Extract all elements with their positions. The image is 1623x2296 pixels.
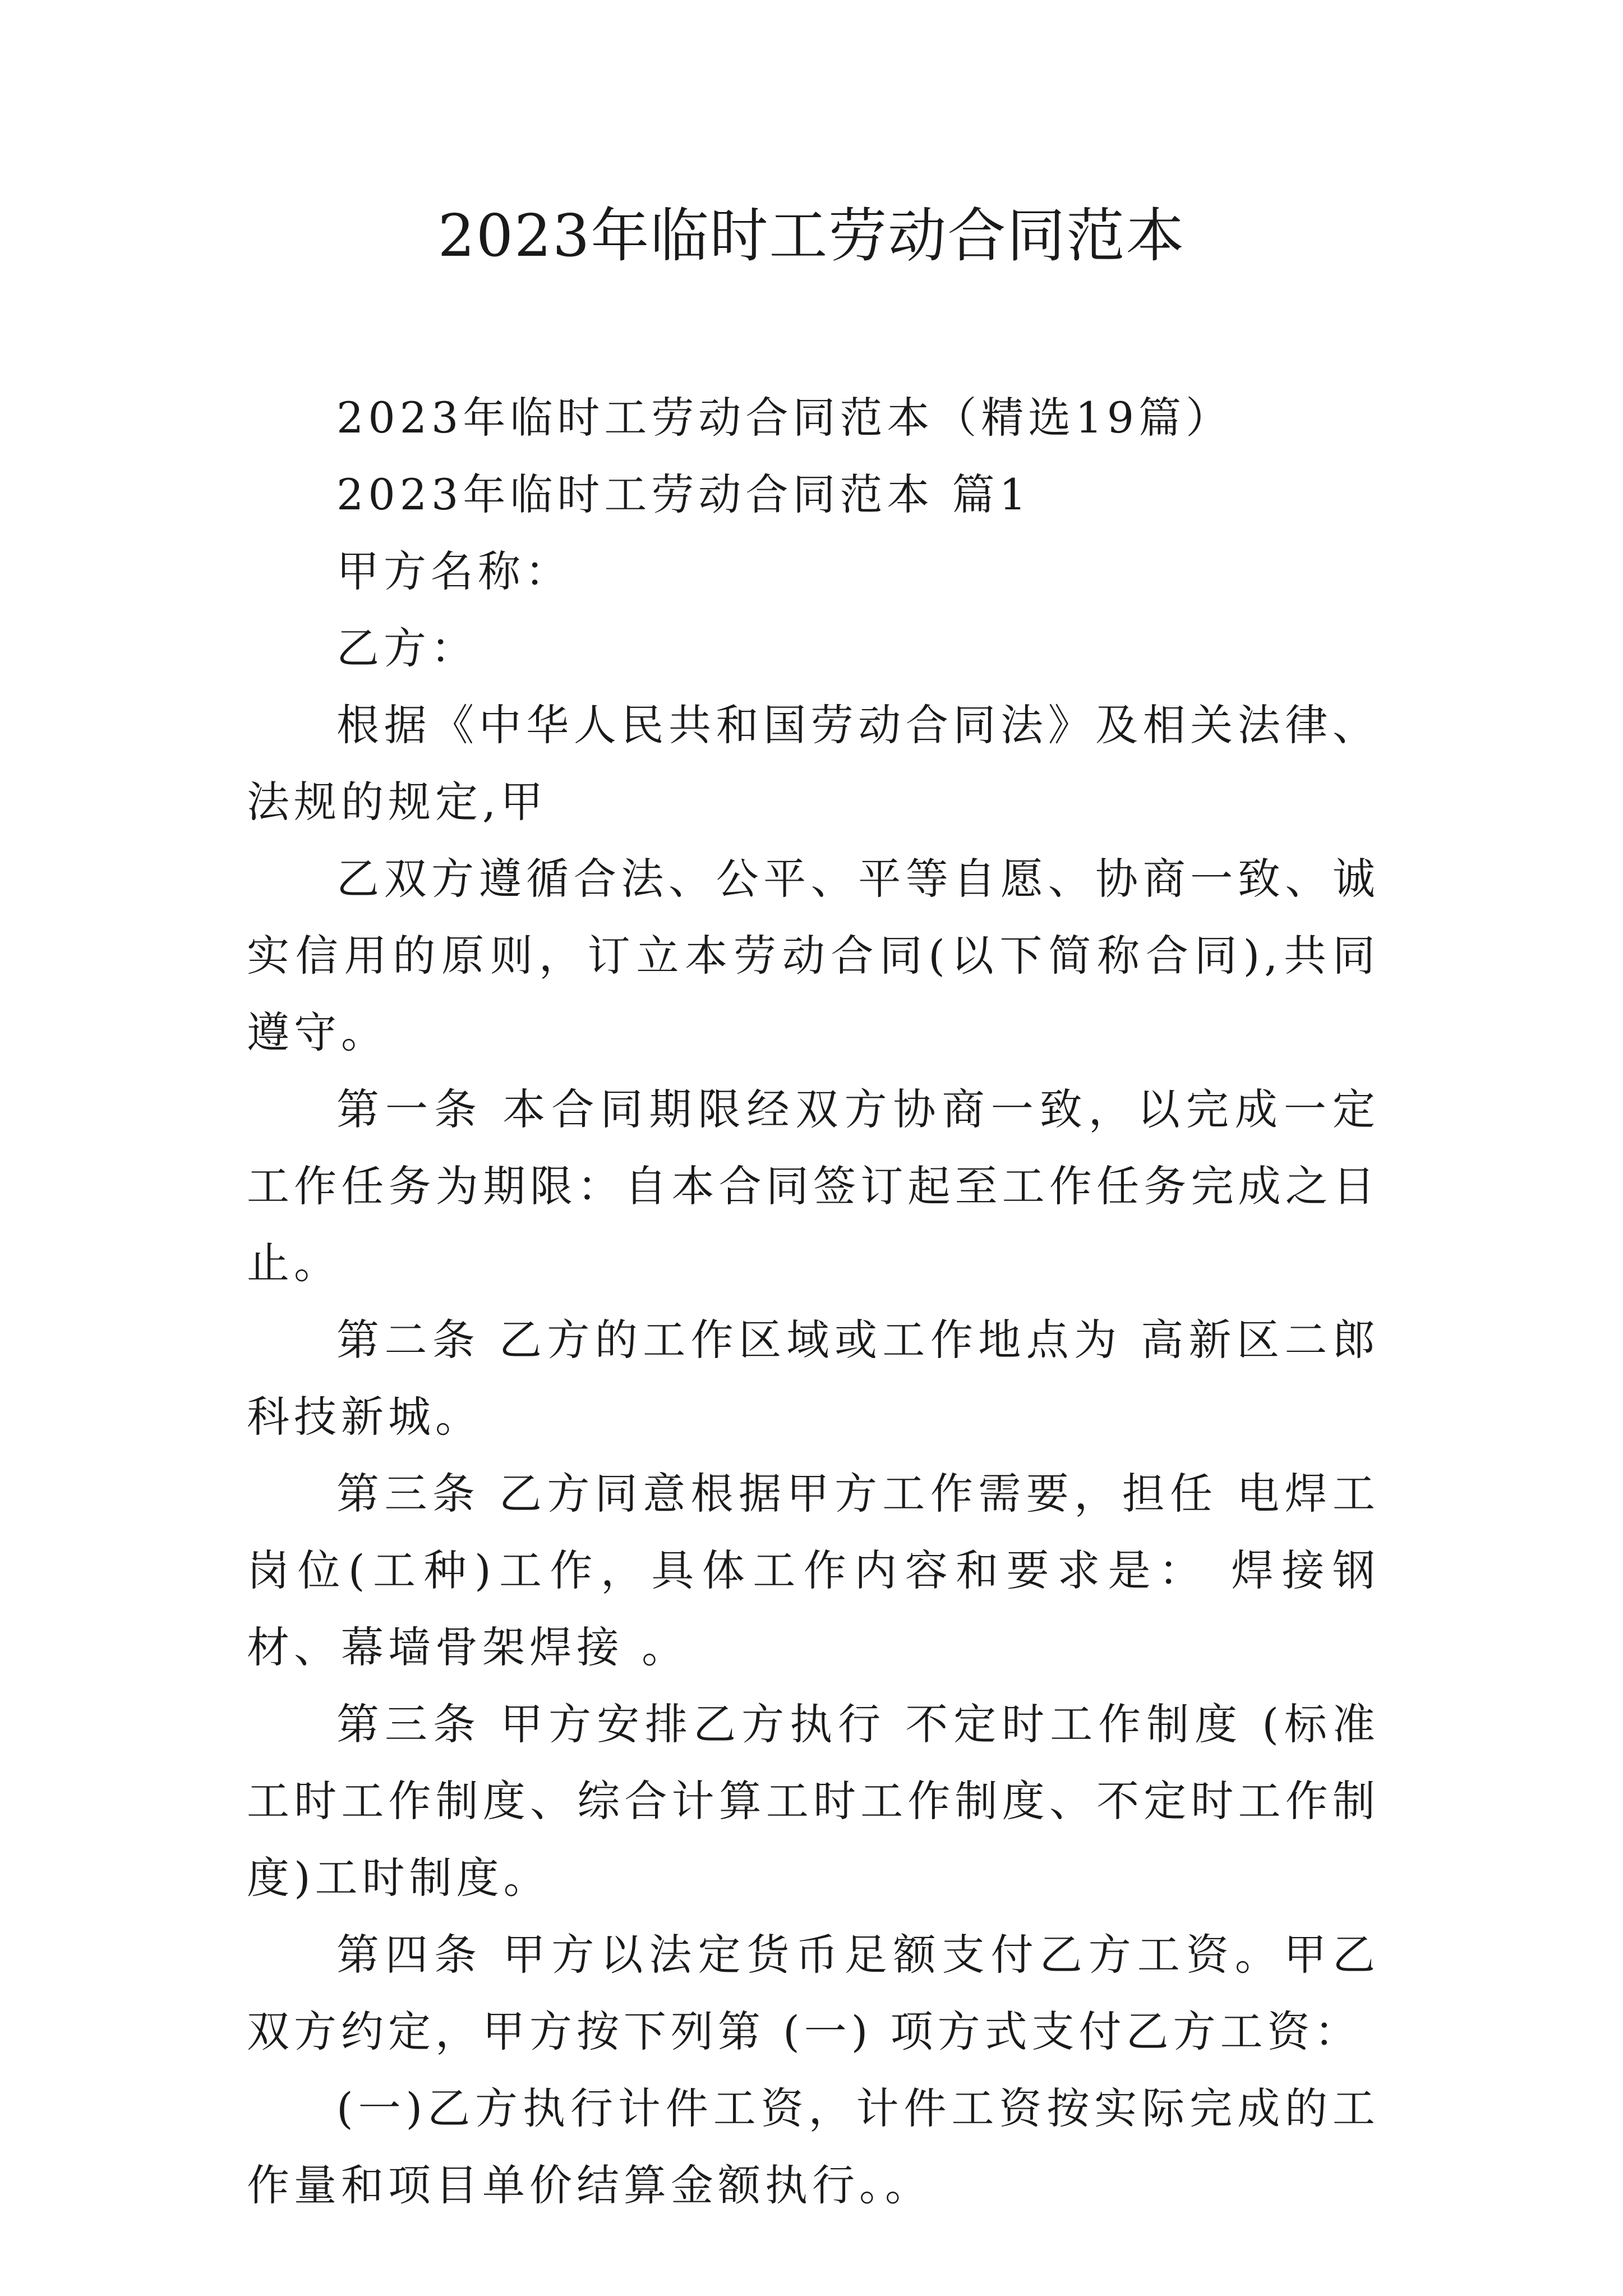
paragraph-legal-basis: 根据《中华人民共和国劳动合同法》及相关法律、法规的规定,甲 [247, 700, 1380, 827]
paragraph-section-heading: 2023年临时工劳动合同范本 篇1 [336, 470, 1031, 519]
paragraph-article-3-working-hours: 第三条 甲方安排乙方执行 不定时工作制度 (标准工时工作制度、综合计算工时工作制度、不定时工作制度)工时制度。 [247, 1699, 1380, 1903]
paragraph-article-3-position: 第三条 乙方同意根据甲方工作需要，担任 电焊工 岗位(工种)工作，具体工作内容和要求是： 焊接钢材、幕墙骨架焊接 。 [247, 1469, 1380, 1672]
document-title: 2023年临时工劳动合同范本 [437, 201, 1186, 270]
paragraph-party-a: 甲方名称： [336, 546, 572, 596]
paragraph-article-2: 第二条 乙方的工作区域或工作地点为 高新区二郎科技新城。 [247, 1315, 1380, 1442]
paragraph-article-1: 第一条 本合同期限经双方协商一致，以完成一定工作任务为期限：自本合同签订起至工作任务完成之日止。 [247, 1084, 1380, 1288]
paragraph-article-4-item-1: (一)乙方执行计件工资，计件工资按实际完成的工作量和项目单价结算金额执行。。 [247, 2083, 1380, 2210]
paragraph-article-4: 第四条 甲方以法定货币足额支付乙方工资。甲乙双方约定，甲方按下列第 (一) 项方式支付乙方工资： [247, 1930, 1380, 2056]
paragraph-collection-title: 2023年临时工劳动合同范本（精选19篇） [336, 393, 1233, 443]
paragraph-party-b: 乙方： [336, 623, 478, 673]
document-body [247, 379, 1380, 2224]
paragraph-principles: 乙双方遵循合法、公平、平等自愿、协商一致、诚实信用的原则，订立本劳动合同(以下简称合同),共同遵守。 [247, 854, 1380, 1057]
